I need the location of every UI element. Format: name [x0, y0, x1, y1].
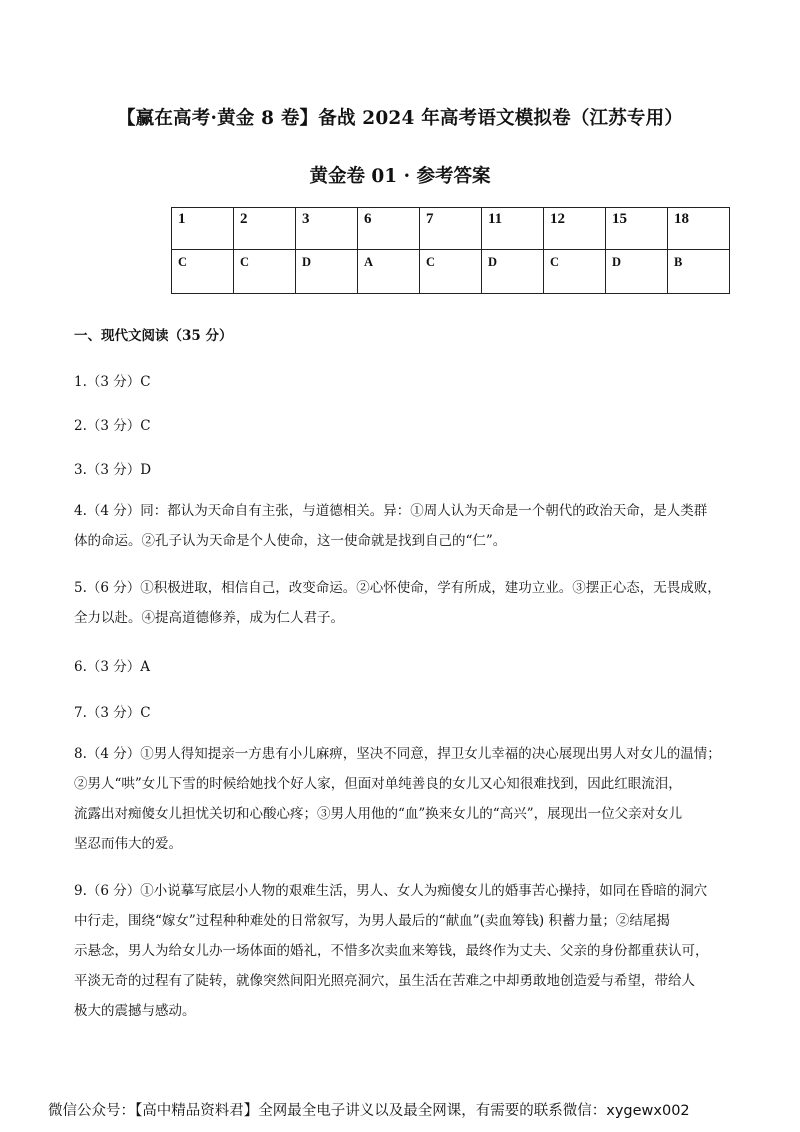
- answer-line: 全力以赴。④提高道德修养，成为仁人君子。: [74, 610, 344, 626]
- answer-q7: 7.（3 分）C: [74, 705, 151, 721]
- answer-q1: 1.（3 分）C: [74, 374, 151, 390]
- answer-q4: [74, 496, 736, 556]
- answer-letter-cell: C: [544, 250, 606, 294]
- answer-letter-cell: D: [482, 250, 544, 294]
- answer-letter-cell: C: [420, 250, 482, 294]
- answer-q3: 3.（3 分）D: [74, 462, 152, 478]
- question-number-cell: 6: [358, 208, 420, 250]
- answer-line: 9.（6 分）①小说摹写底层小人物的艰难生活，男人、女人为痴傻女儿的婚事苦心操持，如同在昏暗的洞穴: [74, 883, 708, 899]
- question-number-cell: 15: [606, 208, 668, 250]
- answer-letter-cell: C: [234, 250, 296, 294]
- answer-line: 体的命运。②孔子认为天命是个人使命，这一使命就是找到自己的“仁”。: [74, 533, 507, 549]
- section-heading: 一、现代文阅读（35 分）: [74, 328, 233, 344]
- answer-line: 示悬念，男人为给女儿办一场体面的婚礼，不惜多次卖血来筹钱，最终作为丈夫、父亲的身份都重获认可，: [74, 943, 709, 959]
- answer-table-answer-row: [172, 250, 730, 294]
- page-subtitle: 黄金卷 01 · 参考答案: [309, 166, 491, 187]
- question-number-cell: 2: [234, 208, 296, 250]
- question-number-cell: 18: [668, 208, 730, 250]
- question-number-cell: 3: [296, 208, 358, 250]
- footer-notice: 微信公众号：【高中精品资料君】全网最全电子讲义以及最全网课，有需要的联系微信：xygewx002: [48, 1103, 690, 1119]
- question-number-cell: 1: [172, 208, 234, 250]
- answer-line: ②男人“哄”女儿下雪的时候给她找个好人家，但面对单纯善良的女儿又心知很难找到，因此红眼流泪，: [74, 776, 682, 792]
- answer-q2: 2.（3 分）C: [74, 418, 151, 434]
- answer-letter-cell: A: [358, 250, 420, 294]
- answer-table-question-row: [172, 208, 730, 250]
- question-number-cell: 12: [544, 208, 606, 250]
- answer-q6: 6.（3 分）A: [74, 659, 151, 675]
- answer-line: 流露出对痴傻女儿担忧关切和心酸心疼；③男人用他的“血”换来女儿的“高兴”，展现出一位父亲对女儿: [74, 806, 683, 822]
- answer-line: 坚忍而伟大的爱。: [74, 836, 182, 852]
- answer-line: 中行走，围绕“嫁女”过程种种难处的日常叙写，为男人最后的“献血”(卖血筹钱) 积蓄力量；②结尾揭: [74, 913, 670, 929]
- answer-line: 极大的震撼与感动。: [74, 1003, 196, 1019]
- answer-letter-cell: B: [668, 250, 730, 294]
- answer-letter-cell: D: [606, 250, 668, 294]
- answer-q8: [74, 739, 736, 859]
- answer-q5: [74, 573, 736, 633]
- question-number-cell: 7: [420, 208, 482, 250]
- answer-table: [171, 207, 730, 294]
- question-number-cell: 11: [482, 208, 544, 250]
- answer-letter-cell: D: [296, 250, 358, 294]
- page-title: 【赢在高考·黄金 8 卷】备战 2024 年高考语文模拟卷（江苏专用）: [116, 108, 684, 129]
- answer-line: 8.（4 分）①男人得知提亲一方患有小儿麻痹，坚决不同意，捍卫女儿幸福的决心展现出男人对女儿的温情；: [74, 746, 721, 762]
- answer-line: 平淡无奇的过程有了陡转，就像突然间阳光照亮洞穴，虽生活在苦难之中却勇敢地创造爱与希望，带给人: [74, 973, 695, 989]
- answer-q9: [74, 876, 736, 1026]
- answer-line: 4.（4 分）同：都认为天命自有主张，与道德相关。异：①周人认为天命是一个朝代的政治天命，是人类群: [74, 503, 708, 519]
- answer-line: 5.（6 分）①积极进取，相信自己，改变命运。②心怀使命，学有所成，建功立业。③摆正心态，无畏成败，: [74, 580, 721, 596]
- answer-letter-cell: C: [172, 250, 234, 294]
